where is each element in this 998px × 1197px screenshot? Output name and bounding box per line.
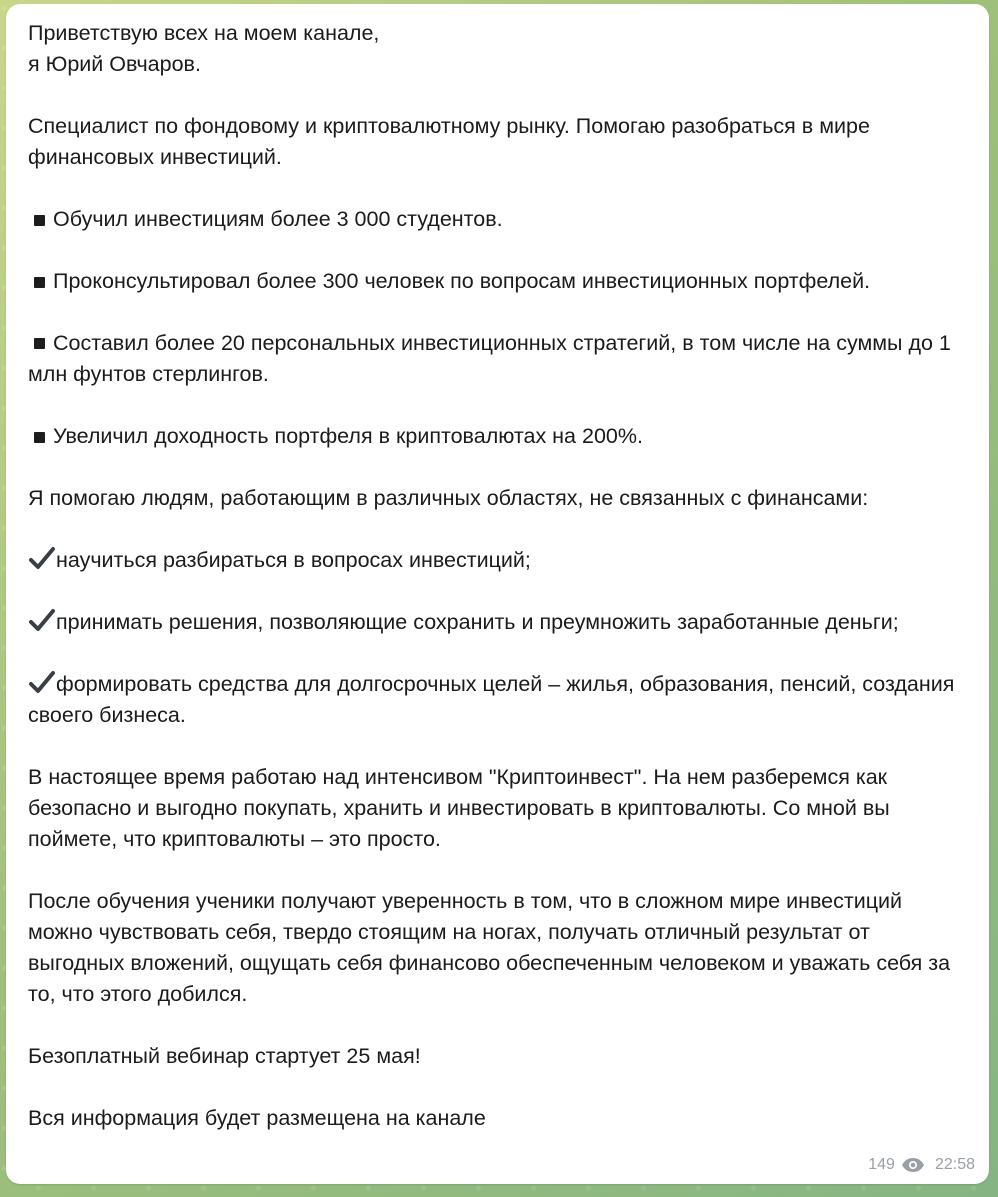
help-item (28, 545, 971, 576)
help-item-text: принимать решения, позволяющие сохранить и преумножить заработанные деньги; (56, 610, 899, 634)
achievement-text: Составил более 20 персональных инвестиционных стратегий, в том числе на суммы до 1 млн фунтов стерлингов. (28, 331, 951, 386)
help-item-text: научиться разбираться в вопросах инвестиций; (56, 548, 531, 572)
achievement-text: Увеличил доходность портфеля в криптовалютах на 200%. (53, 424, 643, 448)
achievement-text: Проконсультировал более 300 человек по вопросам инвестиционных портфелей. (53, 269, 871, 293)
check-mark-icon (28, 546, 56, 572)
message-meta (868, 1156, 975, 1174)
specialist-paragraph: Специалист по фондовому и криптовалютному рынку. Помогаю разобраться в мире финансовых инвестиций. (28, 114, 870, 169)
greeting-line-2: я Юрий Овчаров. (28, 52, 201, 76)
black-square-icon (34, 338, 45, 349)
views-count: 149 (868, 1156, 895, 1173)
check-mark-icon (28, 608, 56, 634)
message-text (28, 18, 971, 1134)
black-square-icon (34, 432, 45, 443)
achievement-item (28, 204, 971, 235)
achievement-text: Обучил инвестициям более 3 000 студентов. (53, 207, 503, 231)
greeting (28, 18, 971, 80)
black-square-icon (34, 215, 45, 226)
message-bubble[interactable] (6, 4, 989, 1184)
info-line: Вся информация будет размещена на канале (28, 1106, 486, 1130)
help-item (28, 607, 971, 638)
achievement-item (28, 266, 971, 297)
help-item-text: формировать средства для долгосрочных целей – жилья, образования, пенсий, создания своего бизнеса. (28, 672, 955, 727)
intensive-paragraph: В настоящее время работаю над интенсивом "Криптоинвест". На нем разберемся как безопасно и выгодно покупать, хранить и инвестировать в криптовалюты. Со мной вы поймете, что криптовалюты – это просто. (28, 765, 890, 851)
after-training-paragraph: После обучения ученики получают уверенность в том, что в сложном мире инвестиций можно чувствовать себя, твердо стоящим на ногах, получать отличный результат от выгодных вложений, ощущать себя финансово обеспеченным человеком и уважать себя за то, что этого добился. (28, 889, 951, 1006)
message-time: 22:58 (934, 1156, 975, 1173)
achievement-item (28, 421, 971, 452)
achievement-item (28, 328, 971, 390)
eye-icon (901, 1157, 925, 1173)
help-intro: Я помогаю людям, работающим в различных областях, не связанных с финансами: (28, 486, 869, 510)
black-square-icon (34, 277, 45, 288)
help-item (28, 669, 971, 731)
check-mark-icon (28, 670, 56, 696)
greeting-line-1: Приветствую всех на моем канале, (28, 21, 380, 45)
webinar-announcement: Безоплатный вебинар стартует 25 мая! (28, 1044, 421, 1068)
